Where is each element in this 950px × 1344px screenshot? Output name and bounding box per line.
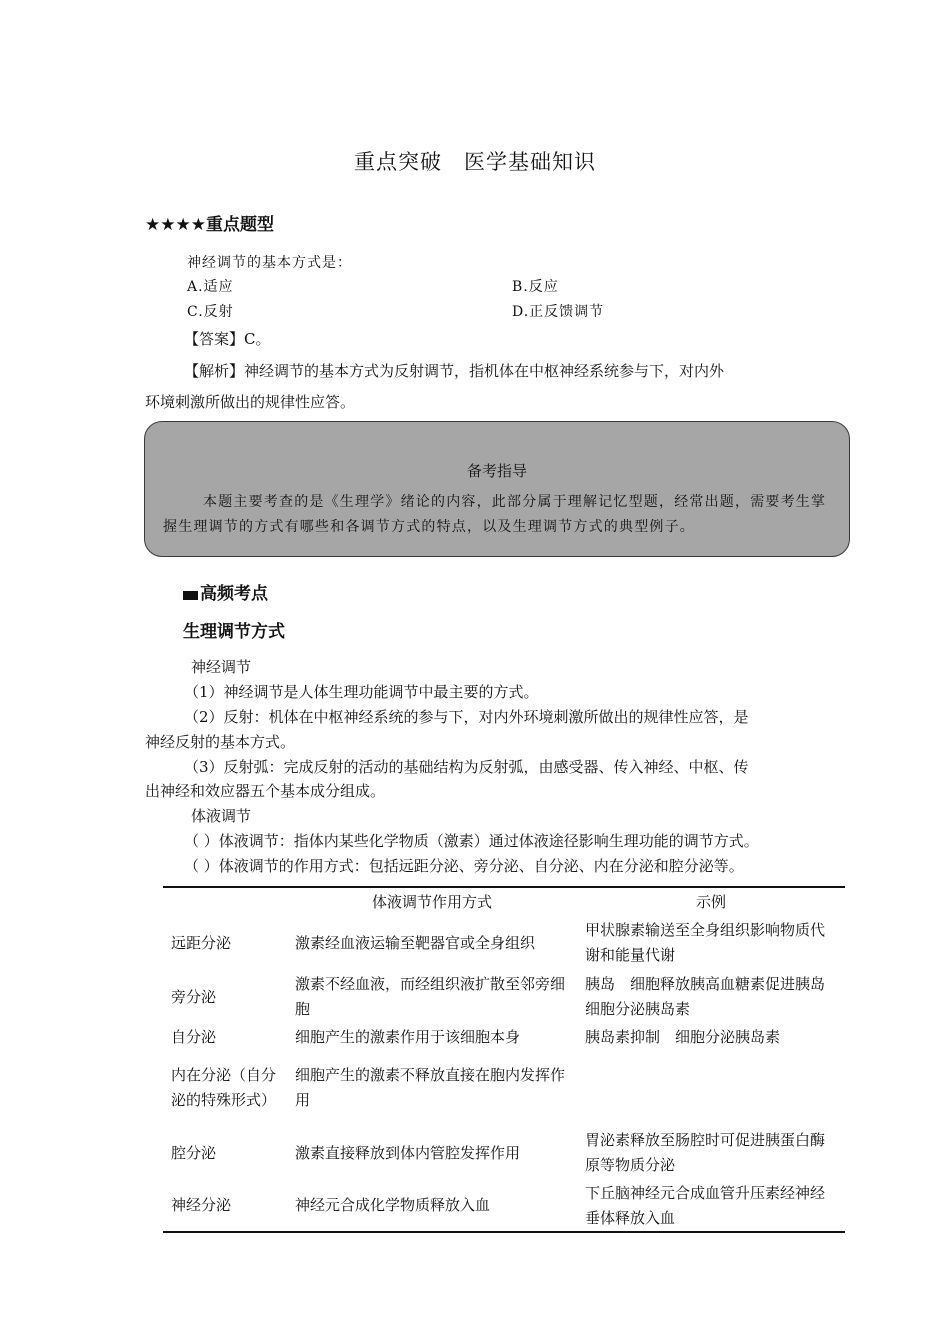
table-cell-mode: 细胞产生的激素作用于该细胞本身: [295, 1027, 521, 1046]
section-heading: ★★★★重点题型: [145, 215, 274, 235]
table-row: [163, 1050, 845, 1126]
neural-item-3a: （3）反射弧：完成反射的活动的基础结构为反射弧，由感受器、传入神经、中枢、传: [184, 758, 749, 776]
neural-item-3b: 出神经和效应器五个基本成分组成。: [145, 782, 386, 800]
table-cell-example: 胃泌素释放至肠腔时可促进胰蛋白酶原等物质分泌: [585, 1131, 826, 1174]
table-row: [163, 1024, 845, 1050]
table-cell-example: 甲状腺素输送至全身组织影响物质代谢和能量代谢: [585, 921, 826, 964]
neural-item-2b: 神经反射的基本方式。: [145, 733, 296, 751]
table-header-row: [163, 887, 845, 916]
table-header: 示例: [695, 892, 726, 911]
humoral-item-2: （ ）体液调节的作用方式：包括远距分泌、旁分泌、自分泌、内在分泌和腔分泌等。: [184, 857, 744, 875]
table-cell-mode: 激素不经血液，而经组织液扩散至邻旁细胞: [295, 975, 566, 1018]
table-cell-mode: 激素直接释放到体内管腔发挥作用: [295, 1143, 521, 1162]
guide-title: 备考指导: [466, 462, 527, 480]
analysis-line2: 环境刺激所做出的规律性应答。: [145, 393, 356, 411]
exam-guide-box: [144, 421, 850, 557]
humoral-title: 体液调节: [191, 807, 252, 825]
humoral-table: [163, 886, 845, 1233]
option-a: A.适应: [187, 279, 234, 295]
answer: 【答案】C。: [184, 330, 271, 348]
neural-item-2a: （2）反射：机体在中枢神经系统的参与下，对内外环境刺激所做出的规律性应答，是: [184, 708, 749, 726]
table-cell-mode: 激素经血液运输至靶器官或全身组织: [295, 933, 536, 952]
table-cell-name: 远距分泌: [171, 933, 232, 952]
square-bullet-icon: [183, 591, 198, 600]
page-title: 重点突破 医学基础知识: [354, 150, 596, 174]
table-header: 体液调节作用方式: [371, 892, 492, 911]
table-cell-name: 自分泌: [171, 1027, 217, 1046]
subheading: 生理调节方式: [183, 622, 285, 642]
table-cell-name: 神经分泌: [171, 1196, 232, 1214]
question-stem: 神经调节的基本方式是：: [187, 255, 352, 271]
neural-item-1: （1）神经调节是人体生理功能调节中最主要的方式。: [184, 683, 539, 701]
high-freq-label: 高频考点: [200, 584, 268, 604]
table-row: [163, 1126, 845, 1180]
guide-text: 本题主要考查的是《生理学》绪论的内容，此部分属于理解记忆型题，经常出题，需要考生掌握生理调节的方式有哪些和各调节方式的特点，以及生理调节方式的典型例子。: [163, 494, 827, 535]
table-cell-example: 胰岛 细胞释放胰高血糖素促进胰岛 细胞分泌胰岛素: [585, 975, 841, 1018]
table-row: [163, 916, 845, 970]
table-cell-example: 胰岛素抑制 细胞分泌胰岛素: [585, 1027, 781, 1046]
option-d: D.正反馈调节: [512, 304, 605, 320]
table-cell-name: 腔分泌: [171, 1143, 217, 1162]
table-cell-mode: 细胞产生的激素不释放直接在胞内发挥作用: [295, 1066, 566, 1109]
table-row: [163, 1180, 845, 1232]
table-header: [163, 887, 287, 916]
humoral-item-1: （ ）体液调节：指体内某些化学物质（激素）通过体液途径影响生理功能的调节方式。: [184, 832, 759, 850]
option-c: C.反射: [187, 304, 234, 320]
option-b: B.反应: [512, 279, 559, 295]
table-cell-mode: 神经元合成化学物质释放入血: [295, 1196, 491, 1214]
table-cell-example: 下丘脑神经元合成血管升压素经神经垂体释放入血: [585, 1183, 826, 1227]
table-cell-example: [577, 1050, 845, 1126]
analysis-line1: 【解析】神经调节的基本方式为反射调节，指机体在中枢神经系统参与下，对内外: [184, 362, 725, 380]
table-cell-name: 内在分泌（自分泌的特殊形式）: [171, 1066, 277, 1109]
high-freq-heading: [183, 579, 268, 604]
neural-title: 神经调节: [191, 658, 252, 676]
table-cell-name: 旁分泌: [171, 987, 217, 1006]
table-row: [163, 970, 845, 1024]
